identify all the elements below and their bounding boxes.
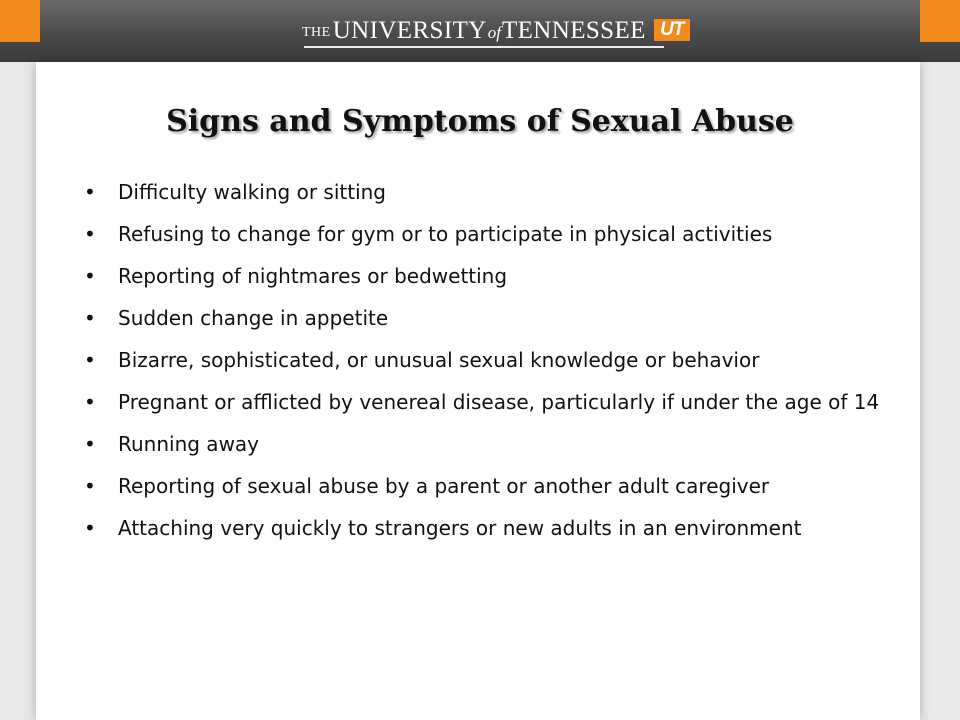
list-item (84, 176, 894, 208)
slide-title: Signs and Symptoms of Sexual Abuse (166, 104, 794, 139)
logo-university: UNIVERSITY (332, 17, 487, 44)
bullet-icon: • (84, 432, 96, 456)
list-item (84, 260, 894, 292)
logo-tennessee: TENNESSEE (501, 17, 646, 44)
university-logo (302, 10, 690, 46)
orange-tab-left (0, 0, 40, 42)
list-item (84, 218, 894, 250)
bullet-icon: • (84, 306, 96, 330)
list-item (84, 344, 894, 376)
list-item (84, 512, 894, 544)
bullet-icon: • (84, 348, 96, 372)
orange-tab-right (920, 0, 960, 42)
list-item (84, 428, 894, 460)
bullet-icon: • (84, 390, 96, 414)
list-item (84, 470, 894, 502)
bullet-icon: • (84, 474, 96, 498)
bullet-text: Reporting of nightmares or bedwetting (118, 264, 508, 288)
bullet-text: Bizarre, sophisticated, or unusual sexual knowledge or behavior (118, 348, 760, 372)
bullet-text: Pregnant or afflicted by venereal disease, particularly if under the age of 14 (118, 390, 880, 414)
list-item (84, 386, 894, 418)
bullet-list (84, 176, 894, 554)
ut-logo-icon: UT (654, 19, 690, 41)
list-item (84, 302, 894, 334)
bullet-icon: • (84, 180, 96, 204)
bullet-text: Running away (118, 432, 260, 456)
bullet-icon: • (84, 222, 96, 246)
logo-the: THE (302, 25, 331, 40)
bullet-text: Sudden change in appetite (118, 306, 389, 330)
logo-underline (304, 46, 664, 48)
bullet-icon: • (84, 516, 96, 540)
bullet-text: Attaching very quickly to strangers or new adults in an environment (118, 516, 802, 540)
bullet-icon: • (84, 264, 96, 288)
bullet-text: Reporting of sexual abuse by a parent or another adult caregiver (118, 474, 770, 498)
bullet-text: Difficulty walking or sitting (118, 180, 386, 204)
bullet-text: Refusing to change for gym or to participate in physical activities (118, 222, 773, 246)
logo-of: of (487, 23, 501, 42)
